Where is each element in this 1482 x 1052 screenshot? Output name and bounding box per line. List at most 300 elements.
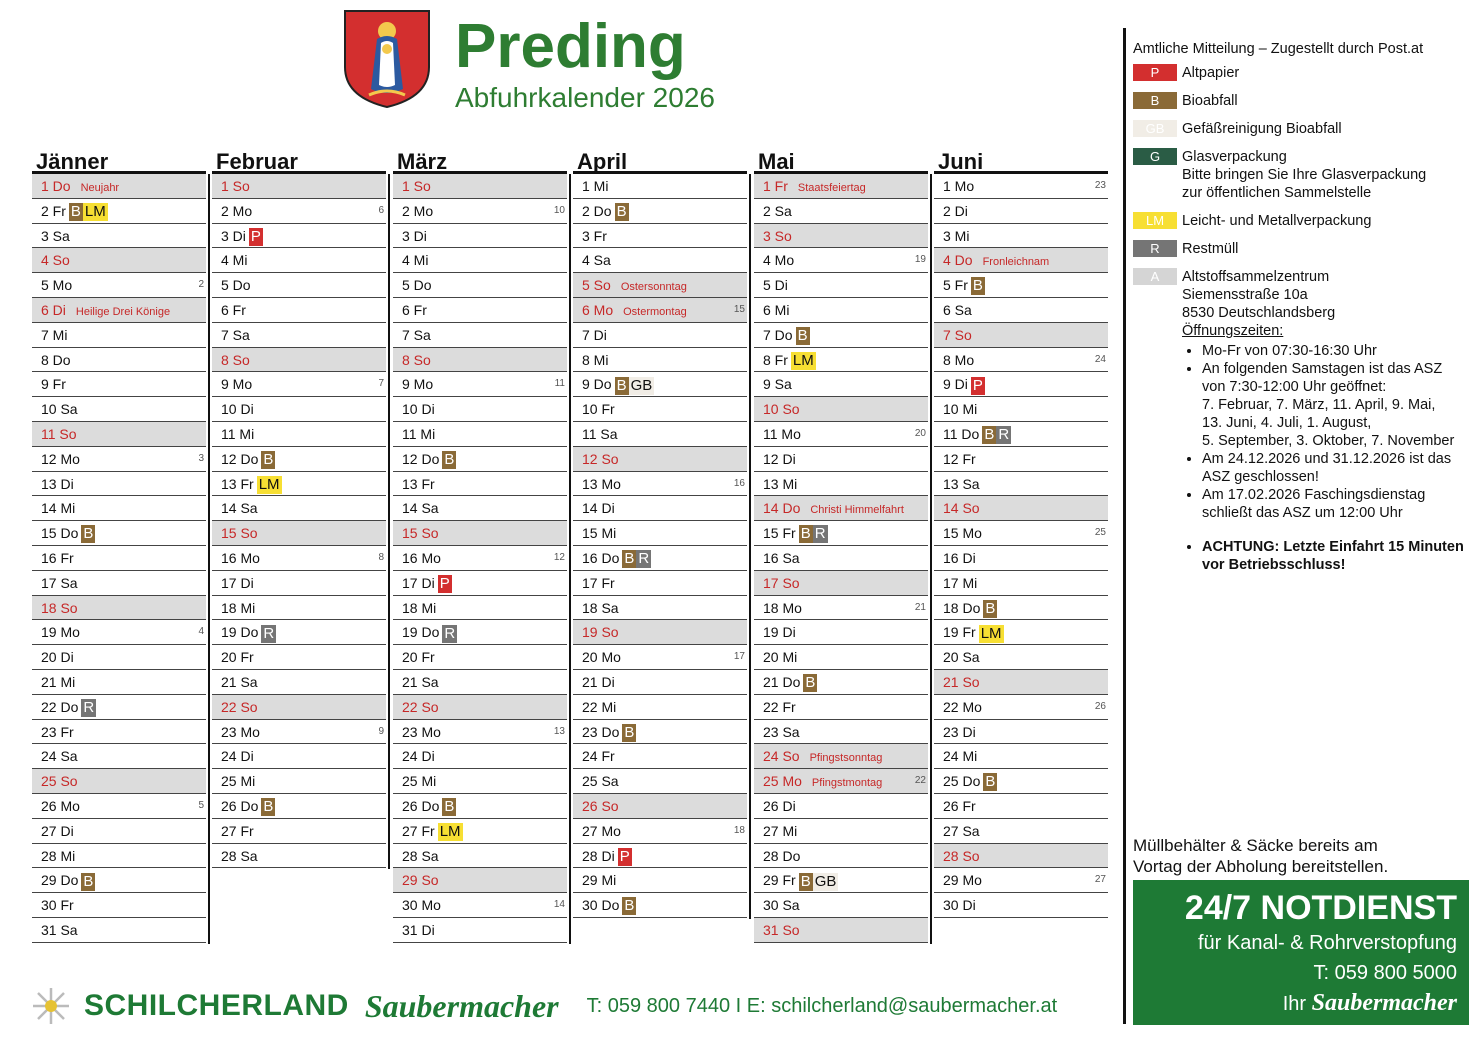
- day-label: 26 Mo: [41, 797, 80, 814]
- day-label: 17 Fr: [582, 574, 615, 591]
- day-label: 2 Sa: [763, 202, 792, 219]
- legend-badge-lm: LM: [1133, 212, 1177, 229]
- month-column: [393, 148, 567, 943]
- day-label: 29 So: [402, 872, 439, 889]
- hours-text: • Am 24.12.2026 und 31.12.2026 ist das: [1202, 451, 1452, 467]
- legend-item-altpapier: [1133, 64, 1478, 82]
- day-label: 24 Sa: [41, 748, 78, 765]
- day-row: [573, 472, 747, 497]
- legend-label: Restmüll: [1182, 241, 1239, 257]
- day-row: [393, 348, 567, 373]
- day-row: [934, 472, 1108, 497]
- holiday-name: Pfingstmontag: [811, 777, 883, 790]
- day-label: 30 Di: [943, 897, 976, 914]
- day-row: [32, 868, 206, 893]
- pickup-badge: R: [998, 426, 1010, 444]
- month-name: Jänner: [32, 148, 206, 174]
- legend-label: Gefäßreinigung Bioabfall: [1182, 121, 1342, 137]
- day-label: 3 So: [763, 227, 792, 244]
- day-label: 25 Do: [943, 773, 981, 790]
- day-row: [754, 174, 928, 199]
- week-number: 16: [733, 477, 745, 489]
- day-label: 18 Mo: [763, 599, 802, 616]
- day-label: 14 Do: [763, 500, 801, 517]
- day-label: 16 Di: [943, 549, 976, 566]
- pickup-badge: B: [624, 897, 635, 915]
- day-row: [212, 546, 386, 571]
- day-label: 26 Fr: [943, 797, 976, 814]
- pickup-badge: B: [972, 277, 983, 295]
- day-row: [393, 670, 567, 695]
- day-row: [32, 695, 206, 720]
- month-divider: [749, 174, 751, 919]
- day-label: 26 Do: [221, 797, 259, 814]
- day-row: [32, 769, 206, 794]
- day-row: [573, 496, 747, 521]
- day-row: [32, 744, 206, 769]
- day-label: 16 Do: [582, 549, 620, 566]
- day-row: [212, 472, 386, 497]
- day-row: [754, 794, 928, 819]
- pickup-badge: R: [444, 624, 456, 642]
- day-label: 30 Mo: [402, 897, 441, 914]
- day-row: [754, 496, 928, 521]
- day-label: 27 Mo: [582, 822, 621, 839]
- day-label: 24 Fr: [582, 748, 615, 765]
- day-label: 17 Di: [221, 574, 254, 591]
- hours-text: von 7:30-12:00 Uhr geöffnet:: [1202, 379, 1387, 395]
- week-number: 10: [553, 204, 565, 216]
- hours-item: [1202, 486, 1464, 522]
- day-row: [934, 819, 1108, 844]
- emergency-ad: [1133, 880, 1469, 1025]
- day-label: 11 Mi: [402, 425, 436, 442]
- day-label: 20 Fr: [402, 649, 435, 666]
- day-label: 26 So: [582, 797, 619, 814]
- calendar-grid: [32, 148, 1110, 948]
- day-label: 8 Mi: [582, 351, 609, 368]
- week-number: 11: [554, 378, 565, 390]
- day-row: [754, 248, 928, 273]
- day-row: [934, 496, 1108, 521]
- month-name: Februar: [212, 148, 386, 174]
- month-divider: [208, 174, 210, 944]
- ad-line: für Kanal- & Rohrverstopfung: [1197, 932, 1457, 954]
- day-label: 23 Mo: [221, 723, 260, 740]
- day-label: 22 So: [402, 698, 439, 715]
- day-label: 9 Di: [943, 376, 968, 393]
- month-divider: [388, 174, 390, 869]
- day-row: [573, 174, 747, 199]
- page-subtitle: Abfuhrkalender 2026: [455, 82, 715, 113]
- pickup-badge: LM: [792, 351, 814, 369]
- day-row: [393, 794, 567, 819]
- day-label: 6 Di: [41, 301, 66, 318]
- day-row: [393, 397, 567, 422]
- pickup-badge: B: [805, 674, 816, 692]
- divider: [1123, 28, 1126, 1024]
- day-row: [393, 744, 567, 769]
- day-row: [212, 819, 386, 844]
- day-label: 30 Fr: [41, 897, 74, 914]
- day-row: [934, 174, 1108, 199]
- day-label: 4 So: [41, 252, 70, 269]
- legend-sub: zur öffentlichen Sammelstelle: [1182, 185, 1372, 201]
- day-label: 25 Mo: [763, 773, 802, 790]
- day-label: 8 Mo: [943, 351, 975, 368]
- day-row: [754, 720, 928, 745]
- day-row: [573, 248, 747, 273]
- day-row: [393, 596, 567, 621]
- day-label: 31 Sa: [41, 921, 78, 938]
- legend-badge-gb: GB: [1133, 120, 1177, 137]
- day-row: [934, 670, 1108, 695]
- day-row: [573, 546, 747, 571]
- day-label: 2 Di: [943, 202, 968, 219]
- day-label: 17 Mi: [943, 574, 978, 591]
- holiday-name: Fronleichnam: [982, 256, 1050, 269]
- footer: [30, 984, 1110, 1028]
- legend-item-restmuell: [1133, 240, 1478, 258]
- day-row: [212, 844, 386, 869]
- legend-item-asz: [1133, 268, 1478, 574]
- week-number: 20: [914, 427, 926, 439]
- day-row: [212, 174, 386, 199]
- warning-text: • ACHTUNG: Letzte Einfahrt 15 Minuten: [1202, 539, 1464, 555]
- day-label: 20 Di: [41, 649, 74, 666]
- day-label: 1 So: [221, 178, 250, 194]
- day-row: [754, 447, 928, 472]
- day-row: [573, 769, 747, 794]
- day-label: 19 Fr: [943, 624, 976, 641]
- day-label: 19 Do: [402, 624, 440, 641]
- day-row: [393, 174, 567, 199]
- day-label: 15 Mi: [582, 525, 617, 542]
- day-row: [212, 397, 386, 422]
- day-label: 6 Fr: [221, 301, 246, 318]
- day-label: 30 Do: [582, 897, 620, 914]
- day-row: [754, 372, 928, 397]
- day-label: 13 Mo: [582, 475, 621, 492]
- day-row: [212, 695, 386, 720]
- pickup-badge: B: [444, 798, 455, 816]
- day-row: [393, 372, 567, 397]
- day-label: 6 Mo: [582, 301, 614, 318]
- day-row: [573, 596, 747, 621]
- pickup-badge: LM: [84, 203, 106, 221]
- day-label: 15 So: [221, 525, 258, 542]
- day-row: [754, 819, 928, 844]
- day-label: 13 Di: [41, 475, 74, 492]
- hours-text: 7. Februar, 7. März, 11. April, 9. Mai,: [1202, 397, 1436, 413]
- day-row: [32, 819, 206, 844]
- week-number: 5: [198, 799, 204, 811]
- day-row: [32, 720, 206, 745]
- day-row: [573, 844, 747, 869]
- day-row: [393, 521, 567, 546]
- day-row: [754, 620, 928, 645]
- day-label: 7 Mi: [41, 326, 68, 343]
- holiday-name: Christi Himmelfahrt: [810, 504, 904, 517]
- day-row: [393, 248, 567, 273]
- day-label: 13 Fr: [402, 475, 435, 492]
- coat-of-arms-icon: [343, 9, 431, 109]
- day-row: [754, 224, 928, 249]
- day-row: [754, 348, 928, 373]
- month-divider: [930, 174, 932, 944]
- month-divider: [569, 174, 571, 944]
- holiday-name: Ostermontag: [623, 305, 687, 318]
- day-label: 1 So: [402, 178, 431, 194]
- month-column: [32, 148, 206, 943]
- footer-contact: T: 059 800 7440 I E: schilcherland@saubermacher.at: [586, 994, 1058, 1017]
- day-row: [934, 546, 1108, 571]
- holiday-name: Ostersonntag: [620, 281, 687, 294]
- day-label: 13 Mi: [763, 475, 798, 492]
- day-label: 3 Di: [221, 227, 246, 244]
- week-number: 26: [1094, 700, 1106, 712]
- day-label: 4 Do: [943, 252, 973, 269]
- day-row: [754, 397, 928, 422]
- day-label: 28 Sa: [402, 847, 439, 864]
- hours-list: [1182, 342, 1464, 574]
- day-label: 2 Mo: [402, 202, 434, 219]
- day-row: [212, 248, 386, 273]
- day-row: [934, 695, 1108, 720]
- day-row: [212, 224, 386, 249]
- week-number: 18: [733, 824, 745, 836]
- legend-label: Bioabfall: [1182, 93, 1238, 109]
- hours-item: [1202, 360, 1464, 450]
- day-label: 17 Sa: [41, 574, 78, 591]
- day-row: [573, 645, 747, 670]
- pickup-badge: GB: [630, 376, 653, 394]
- day-label: 5 Fr: [943, 277, 968, 294]
- day-label: 27 Mi: [763, 822, 798, 839]
- day-label: 26 Di: [763, 797, 796, 814]
- day-row: [212, 298, 386, 323]
- ad-title: 24/7 NOTDIENST: [1184, 889, 1457, 927]
- day-label: 16 Mo: [402, 549, 441, 566]
- day-row: [934, 720, 1108, 745]
- day-label: 21 So: [943, 673, 980, 690]
- pickup-badge: LM: [980, 624, 1002, 642]
- day-row: [393, 844, 567, 869]
- day-row: [573, 720, 747, 745]
- day-row: [573, 273, 747, 298]
- legend-badge-a: A: [1133, 268, 1177, 285]
- day-label: 12 So: [582, 450, 619, 467]
- day-label: 12 Fr: [943, 450, 976, 467]
- page-title: Preding: [455, 12, 686, 81]
- day-row: [573, 224, 747, 249]
- day-label: 22 Mo: [943, 698, 982, 715]
- day-label: 12 Do: [221, 450, 259, 467]
- day-row: [32, 645, 206, 670]
- day-label: 28 Mi: [41, 847, 76, 864]
- day-row: [393, 273, 567, 298]
- day-row: [393, 298, 567, 323]
- day-row: [754, 844, 928, 869]
- day-row: [32, 571, 206, 596]
- day-label: 28 Di: [582, 847, 615, 864]
- day-row: [573, 868, 747, 893]
- day-label: 15 Do: [41, 525, 79, 542]
- day-row: [934, 422, 1108, 447]
- day-row: [754, 298, 928, 323]
- day-label: 18 So: [41, 599, 78, 616]
- day-label: 30 Sa: [763, 897, 800, 914]
- day-row: [754, 744, 928, 769]
- day-row: [573, 323, 747, 348]
- day-row: [573, 620, 747, 645]
- day-row: [212, 620, 386, 645]
- pickup-badge: B: [984, 426, 995, 444]
- hours-text: • Am 17.02.2026 Faschingsdienstag: [1202, 487, 1426, 503]
- day-row: [32, 496, 206, 521]
- day-label: 15 So: [402, 525, 439, 542]
- day-label: 27 Fr: [402, 822, 435, 839]
- day-label: 3 Di: [402, 227, 427, 244]
- day-row: [754, 893, 928, 918]
- week-number: 22: [914, 775, 926, 787]
- day-row: [934, 596, 1108, 621]
- day-label: 14 Mi: [41, 500, 76, 517]
- day-row: [573, 348, 747, 373]
- day-row: [32, 620, 206, 645]
- pickup-badge: P: [250, 227, 261, 245]
- day-label: 29 Mo: [943, 872, 982, 889]
- week-number: 12: [553, 551, 565, 563]
- day-label: 25 So: [41, 773, 78, 790]
- day-row: [754, 546, 928, 571]
- day-row: [934, 447, 1108, 472]
- day-row: [573, 819, 747, 844]
- day-row: [934, 571, 1108, 596]
- legend-item-glas: [1133, 148, 1478, 202]
- day-row: [573, 298, 747, 323]
- pickup-badge: B: [444, 451, 455, 469]
- pickup-badge: P: [972, 376, 983, 394]
- month-name: März: [393, 148, 567, 174]
- day-label: 4 Mo: [763, 252, 795, 269]
- day-row: [934, 893, 1108, 918]
- day-row: [934, 868, 1108, 893]
- legend-label: Altstoffsammelzentrum: [1182, 269, 1330, 285]
- week-number: 6: [378, 204, 384, 216]
- day-label: 3 Fr: [582, 227, 607, 244]
- legend-badge-b: B: [1133, 92, 1177, 109]
- day-label: 20 Mo: [582, 649, 621, 666]
- day-label: 29 Mi: [582, 872, 617, 889]
- week-number: 19: [914, 254, 926, 266]
- day-row: [32, 472, 206, 497]
- holiday-name: Staatsfeiertag: [797, 182, 866, 194]
- pickup-note: [1133, 835, 1388, 877]
- day-label: 11 Mi: [221, 425, 255, 442]
- note-text: Müllbehälter & Säcke bereits am: [1133, 836, 1378, 855]
- day-label: 19 Di: [763, 624, 796, 641]
- day-row: [393, 447, 567, 472]
- day-label: 8 Fr: [763, 351, 788, 368]
- day-row: [212, 496, 386, 521]
- day-label: 23 Mo: [402, 723, 441, 740]
- day-label: 8 Do: [41, 351, 71, 368]
- day-label: 10 Di: [221, 401, 254, 418]
- day-label: 21 Di: [582, 673, 615, 690]
- day-row: [934, 645, 1108, 670]
- day-label: 23 Sa: [763, 723, 800, 740]
- month-column: [754, 148, 928, 943]
- pickup-badge: R: [263, 624, 275, 642]
- hours-text: Mo-Fr von 07:30-16:30 Uhr: [1202, 343, 1377, 359]
- day-label: 23 Di: [943, 723, 976, 740]
- day-row: [754, 422, 928, 447]
- day-label: 23 Do: [582, 723, 620, 740]
- day-label: 6 Mi: [763, 301, 790, 318]
- legend-item-bioabfall: [1133, 92, 1478, 110]
- pickup-badge: B: [83, 525, 94, 543]
- day-row: [393, 620, 567, 645]
- day-label: 24 So: [763, 748, 800, 765]
- day-row: [393, 546, 567, 571]
- day-label: 11 So: [41, 425, 77, 442]
- day-row: [754, 571, 928, 596]
- pickup-badge: B: [83, 872, 94, 890]
- day-label: 1 Mo: [943, 178, 975, 194]
- day-label: 2 Do: [582, 202, 612, 219]
- day-row: [754, 596, 928, 621]
- day-label: 14 So: [943, 500, 980, 517]
- pickup-badge: B: [624, 550, 635, 568]
- day-label: 4 Mi: [221, 252, 248, 269]
- day-row: [32, 670, 206, 695]
- day-label: 17 So: [763, 574, 800, 591]
- week-number: 8: [378, 551, 384, 563]
- day-label: 10 Sa: [41, 401, 78, 418]
- day-label: 26 Do: [402, 797, 440, 814]
- day-label: 9 Do: [582, 376, 612, 393]
- pickup-badge: R: [638, 550, 650, 568]
- legend-sub: Bitte bringen Sie Ihre Glasverpackung: [1182, 167, 1427, 183]
- pickup-badge: B: [70, 203, 81, 221]
- day-row: [573, 199, 747, 224]
- day-label: 5 So: [582, 277, 611, 294]
- day-row: [212, 769, 386, 794]
- day-row: [393, 571, 567, 596]
- day-row: [393, 422, 567, 447]
- day-row: [32, 199, 206, 224]
- week-number: 9: [378, 725, 384, 737]
- day-row: [573, 744, 747, 769]
- hours-title: Öffnungszeiten:: [1182, 323, 1284, 339]
- week-number: 7: [378, 378, 384, 390]
- day-row: [212, 670, 386, 695]
- day-row: [32, 596, 206, 621]
- day-row: [393, 918, 567, 943]
- pickup-badge: B: [624, 723, 635, 741]
- day-row: [754, 670, 928, 695]
- day-row: [212, 348, 386, 373]
- day-row: [573, 571, 747, 596]
- day-label: 16 Sa: [763, 549, 800, 566]
- day-label: 13 Fr: [221, 475, 254, 492]
- day-label: 31 So: [763, 921, 800, 938]
- day-row: [32, 273, 206, 298]
- day-label: 2 Fr: [41, 202, 66, 219]
- note-text: Vortag der Abholung bereitstellen.: [1133, 857, 1389, 876]
- week-number: 24: [1094, 353, 1106, 365]
